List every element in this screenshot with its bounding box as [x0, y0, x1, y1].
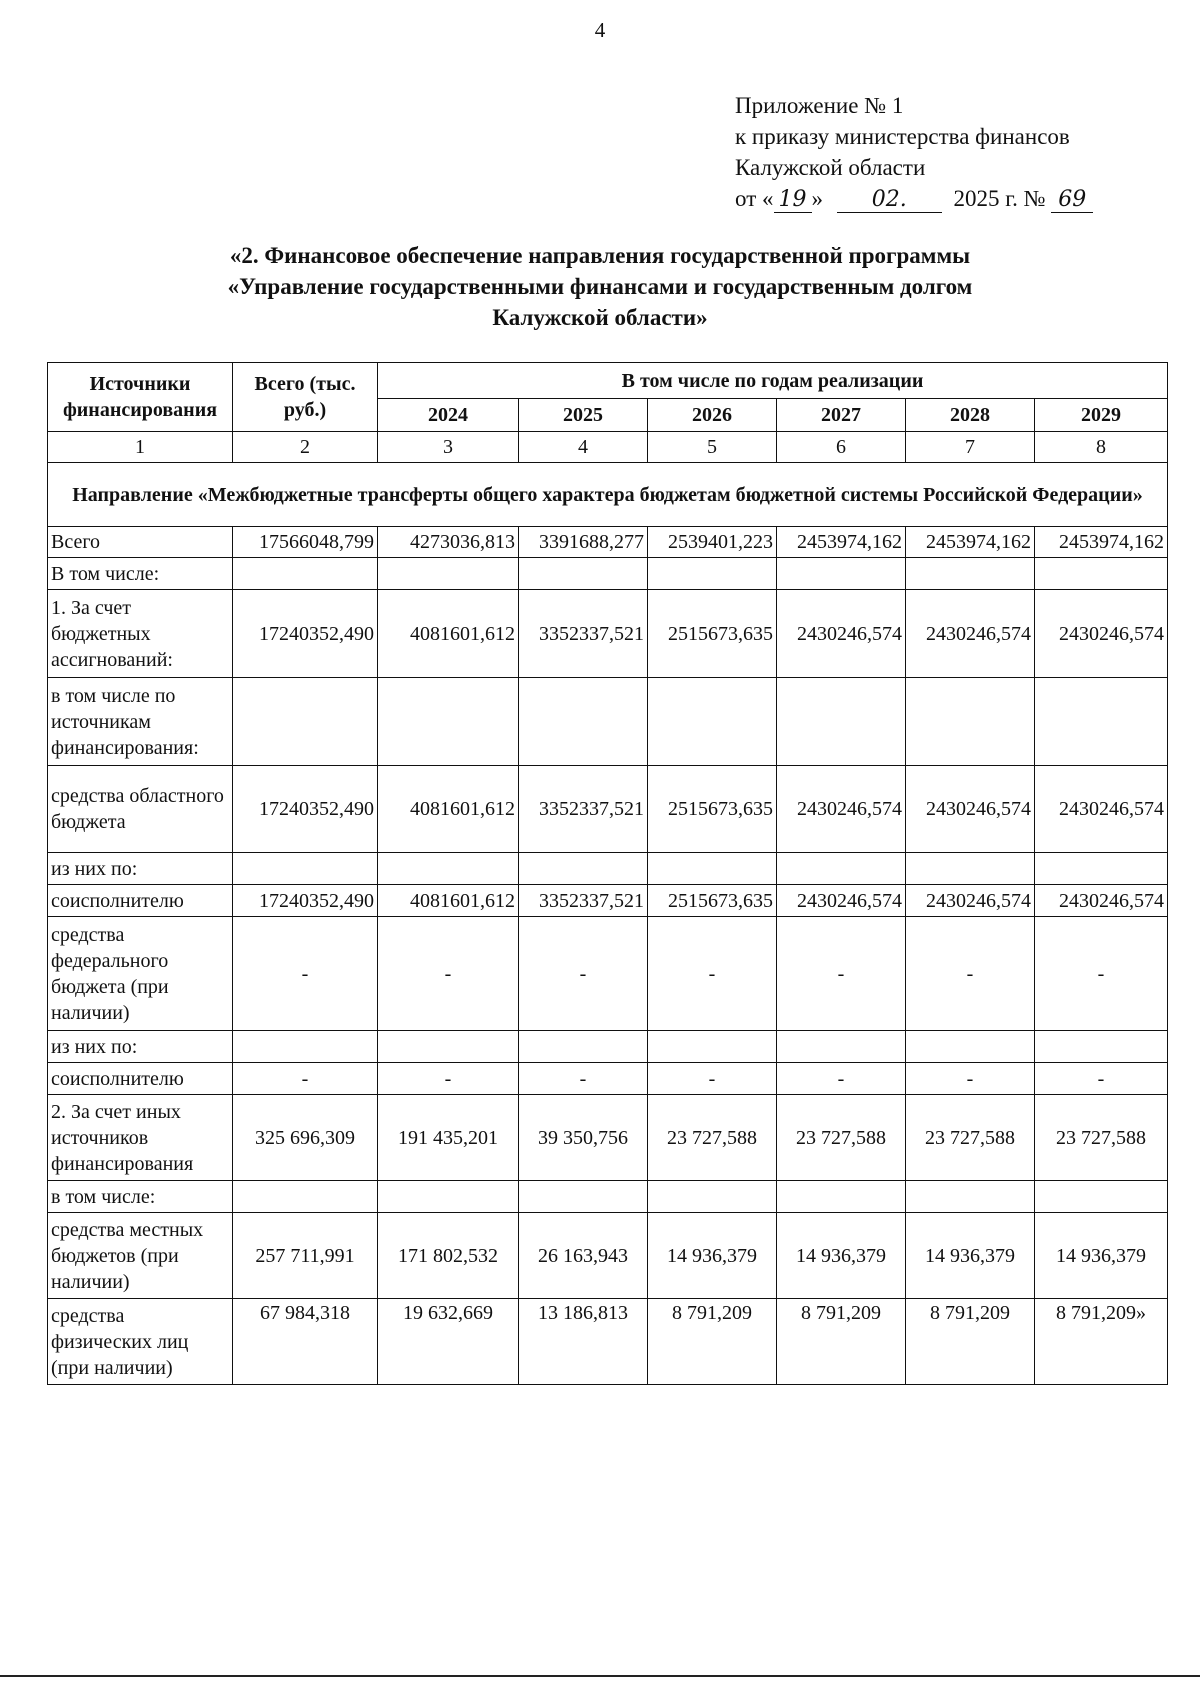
cell-value: 171 802,532: [378, 1213, 519, 1299]
cell-value: [519, 1181, 648, 1213]
cell-value: 17240352,490: [233, 766, 378, 853]
document-title: [0, 240, 1200, 333]
cell-value: [777, 558, 906, 590]
cell-value: -: [777, 1063, 906, 1095]
section-title: Направление «Межбюджетные трансферты общего характера бюджетам бюджетной системы Российской Федерации»: [48, 463, 1168, 527]
cell-value: 8 791,209»: [1035, 1299, 1168, 1385]
column-number: 2: [233, 432, 378, 463]
cell-value: 2430246,574: [1035, 590, 1168, 678]
cell-value: -: [906, 1063, 1035, 1095]
cell-value: 14 936,379: [1035, 1213, 1168, 1299]
row-label: в том числе:: [48, 1181, 233, 1213]
row-label: из них по:: [48, 853, 233, 885]
header-year: 2026: [648, 399, 777, 432]
cell-value: 17566048,799: [233, 527, 378, 558]
cell-value: [1035, 1031, 1168, 1063]
row-label: из них по:: [48, 1031, 233, 1063]
cell-value: 26 163,943: [519, 1213, 648, 1299]
appendix-line-3: Калужской области: [735, 155, 926, 180]
table-row: [48, 917, 1168, 1031]
cell-value: 191 435,201: [378, 1095, 519, 1181]
cell-value: [1035, 1181, 1168, 1213]
table-row: [48, 766, 1168, 853]
column-number: 1: [48, 432, 233, 463]
cell-value: [906, 558, 1035, 590]
cell-value: [648, 853, 777, 885]
row-label: средства местных бюджетов (при наличии): [48, 1213, 233, 1299]
cell-value: 8 791,209: [777, 1299, 906, 1385]
table-row: [48, 590, 1168, 678]
cell-value: 2453974,162: [906, 527, 1035, 558]
cell-value: 2430246,574: [906, 766, 1035, 853]
cell-value: 17240352,490: [233, 885, 378, 917]
column-number: 3: [378, 432, 519, 463]
cell-value: [378, 1031, 519, 1063]
cell-value: [906, 1031, 1035, 1063]
column-number: 7: [906, 432, 1035, 463]
cell-value: [233, 1031, 378, 1063]
cell-value: -: [233, 1063, 378, 1095]
financing-table: [47, 362, 1168, 1385]
cell-value: 23 727,588: [1035, 1095, 1168, 1181]
cell-value: 39 350,756: [519, 1095, 648, 1181]
appendix-block: [735, 90, 1093, 214]
cell-value: [648, 1031, 777, 1063]
cell-value: 8 791,209: [648, 1299, 777, 1385]
table-row: [48, 1181, 1168, 1213]
header-year: 2024: [378, 399, 519, 432]
cell-value: 2539401,223: [648, 527, 777, 558]
cell-value: 3352337,521: [519, 885, 648, 917]
cell-value: 23 727,588: [906, 1095, 1035, 1181]
cell-value: -: [1035, 1063, 1168, 1095]
cell-value: 4081601,612: [378, 590, 519, 678]
title-line-1: «2. Финансовое обеспечение направления государственной программы: [229, 243, 971, 268]
cell-value: 2453974,162: [777, 527, 906, 558]
cell-value: [906, 1181, 1035, 1213]
cell-value: [906, 853, 1035, 885]
appendix-line-1: Приложение № 1: [735, 93, 904, 118]
row-label: средства федерального бюджета (при наличии): [48, 917, 233, 1031]
cell-value: [378, 853, 519, 885]
row-label: 1. За счет бюджетных ассигнований:: [48, 590, 233, 678]
header-total: Всего (тыс. руб.): [233, 363, 378, 432]
table-row: [48, 1031, 1168, 1063]
cell-value: -: [378, 1063, 519, 1095]
cell-value: 2430246,574: [777, 766, 906, 853]
cell-value: [519, 853, 648, 885]
date-prefix: от «: [735, 186, 774, 211]
cell-value: [233, 678, 378, 766]
table-row: [48, 1095, 1168, 1181]
cell-value: [648, 678, 777, 766]
header-sources: Источники финансирования: [48, 363, 233, 432]
header-by-years: В том числе по годам реализации: [378, 363, 1168, 399]
cell-value: [777, 1181, 906, 1213]
row-label: 2. За счет иных источников финансирования: [48, 1095, 233, 1181]
cell-value: 2430246,574: [777, 590, 906, 678]
cell-value: 2430246,574: [777, 885, 906, 917]
table-row: [48, 1063, 1168, 1095]
cell-value: -: [648, 1063, 777, 1095]
appendix-line-2: к приказу министерства финансов: [735, 124, 1070, 149]
title-line-3: Калужской области»: [492, 305, 708, 330]
cell-value: 2430246,574: [1035, 885, 1168, 917]
row-label: В том числе:: [48, 558, 233, 590]
column-number: 6: [777, 432, 906, 463]
cell-value: 3352337,521: [519, 590, 648, 678]
cell-value: 67 984,318: [233, 1299, 378, 1385]
column-number: 5: [648, 432, 777, 463]
cell-value: -: [906, 917, 1035, 1031]
cell-value: 19 632,669: [378, 1299, 519, 1385]
cell-value: 2430246,574: [906, 590, 1035, 678]
cell-value: 2515673,635: [648, 766, 777, 853]
row-label: средства областного бюджета: [48, 766, 233, 853]
table-row: [48, 885, 1168, 917]
cell-value: [378, 678, 519, 766]
cell-value: [1035, 558, 1168, 590]
cell-value: [906, 678, 1035, 766]
row-label: средства физических лиц (при наличии): [48, 1299, 233, 1385]
cell-value: [378, 558, 519, 590]
table-row: [48, 527, 1168, 558]
cell-value: 13 186,813: [519, 1299, 648, 1385]
header-year: 2029: [1035, 399, 1168, 432]
table-row: [48, 1213, 1168, 1299]
cell-value: 2515673,635: [648, 885, 777, 917]
cell-value: 14 936,379: [906, 1213, 1035, 1299]
header-year: 2027: [777, 399, 906, 432]
cell-value: 325 696,309: [233, 1095, 378, 1181]
cell-value: [519, 1031, 648, 1063]
cell-value: 14 936,379: [777, 1213, 906, 1299]
table-row: [48, 558, 1168, 590]
cell-value: -: [648, 917, 777, 1031]
order-number-handwritten: 69: [1051, 188, 1093, 213]
date-month-handwritten: 02.: [837, 188, 942, 213]
cell-value: [648, 558, 777, 590]
cell-value: 4081601,612: [378, 885, 519, 917]
cell-value: [648, 1181, 777, 1213]
date-year: 2025 г. №: [953, 186, 1046, 211]
page-number: 4: [594, 18, 606, 42]
cell-value: [1035, 678, 1168, 766]
date-day-close: »: [811, 186, 823, 211]
cell-value: [233, 853, 378, 885]
cell-value: 2453974,162: [1035, 527, 1168, 558]
row-label: соисполнителю: [48, 885, 233, 917]
cell-value: [233, 1181, 378, 1213]
appendix-date-line: [735, 183, 1093, 214]
title-line-2: «Управление государственными финансами и государственным долгом: [227, 274, 973, 299]
cell-value: 23 727,588: [648, 1095, 777, 1181]
cell-value: [1035, 853, 1168, 885]
cell-value: 4273036,813: [378, 527, 519, 558]
cell-value: 14 936,379: [648, 1213, 777, 1299]
cell-value: [777, 678, 906, 766]
cell-value: -: [1035, 917, 1168, 1031]
cell-value: 2430246,574: [906, 885, 1035, 917]
cell-value: 2430246,574: [1035, 766, 1168, 853]
cell-value: 2515673,635: [648, 590, 777, 678]
header-year: 2025: [519, 399, 648, 432]
cell-value: 257 711,991: [233, 1213, 378, 1299]
cell-value: -: [233, 917, 378, 1031]
cell-value: -: [519, 917, 648, 1031]
table-row: [48, 1299, 1168, 1385]
cell-value: -: [519, 1063, 648, 1095]
column-number: 8: [1035, 432, 1168, 463]
date-day-handwritten: 19: [774, 188, 812, 213]
row-label: в том числе по источникам финансирования:: [48, 678, 233, 766]
header-year: 2028: [906, 399, 1035, 432]
cell-value: [777, 1031, 906, 1063]
cell-value: -: [378, 917, 519, 1031]
cell-value: [233, 558, 378, 590]
cell-value: -: [777, 917, 906, 1031]
scan-edge-divider: [0, 1675, 1200, 1677]
cell-value: 4081601,612: [378, 766, 519, 853]
cell-value: 3391688,277: [519, 527, 648, 558]
cell-value: 3352337,521: [519, 766, 648, 853]
row-label: соисполнителю: [48, 1063, 233, 1095]
table-row: [48, 853, 1168, 885]
cell-value: [519, 678, 648, 766]
table-row: [48, 678, 1168, 766]
column-number: 4: [519, 432, 648, 463]
cell-value: [777, 853, 906, 885]
cell-value: [378, 1181, 519, 1213]
cell-value: 23 727,588: [777, 1095, 906, 1181]
cell-value: [519, 558, 648, 590]
row-label: Всего: [48, 527, 233, 558]
cell-value: 8 791,209: [906, 1299, 1035, 1385]
cell-value: 17240352,490: [233, 590, 378, 678]
